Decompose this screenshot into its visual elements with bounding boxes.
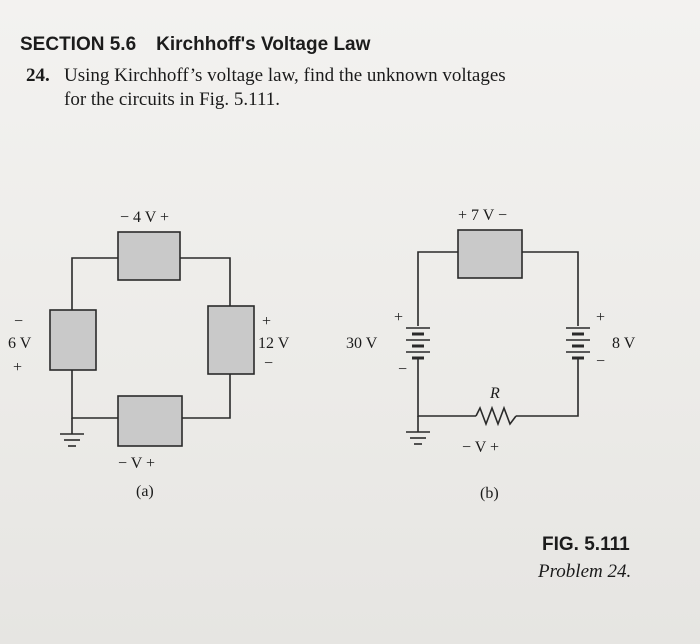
wire-a-top-left — [72, 258, 118, 310]
label-b-left-minus: − — [398, 361, 408, 378]
label-b-right-plus: + — [596, 309, 606, 326]
label-a-left-plus: + — [13, 359, 23, 376]
label-a-right-plus: + — [262, 313, 272, 330]
problem-line-2: for the circuits in Fig. 5.111. — [64, 89, 281, 110]
label-b-left-value: 30 V — [346, 335, 378, 352]
element-b-top — [458, 230, 522, 278]
caption-b: (b) — [480, 485, 499, 502]
section-label: SECTION 5.6 — [20, 34, 137, 55]
wire-a-bottom-left — [72, 370, 118, 418]
label-b-resistor: R — [490, 385, 500, 402]
wire-a-bottom-right — [182, 374, 230, 418]
label-a-right-minus: − — [264, 355, 274, 372]
label-a-bottom: − V + — [118, 455, 156, 472]
wire-b-bottom-left — [418, 358, 476, 416]
element-a-left — [50, 310, 96, 370]
label-a-left-value: 6 V — [8, 335, 32, 352]
label-b-bottom: − V + — [462, 439, 500, 456]
wire-a-top-right — [180, 258, 230, 306]
wire-b-top-right — [522, 252, 578, 326]
element-a-right — [208, 306, 254, 374]
circuit-b — [406, 252, 590, 444]
problem-number: 24. — [26, 65, 50, 86]
label-b-right-value: 8 V — [612, 335, 636, 352]
label-a-right-value: 12 V — [258, 335, 290, 352]
problem-line-1: Using Kirchhoff’s voltage law, find the unknown voltages — [64, 65, 506, 86]
label-a-top: − 4 V + — [120, 209, 170, 226]
wire-b-top-left — [418, 252, 458, 326]
label-b-top: + 7 V − — [458, 207, 508, 224]
section-title: Kirchhoff's Voltage Law — [156, 34, 371, 55]
element-a-bottom — [118, 396, 182, 446]
ground-icon — [60, 434, 84, 446]
ground-icon — [406, 432, 430, 444]
battery-icon — [406, 328, 430, 358]
resistor-icon — [476, 408, 516, 424]
label-b-right-minus: − — [596, 353, 606, 370]
label-b-left-plus: + — [394, 309, 404, 326]
label-a-left-minus: − — [14, 313, 24, 330]
figure-label: FIG. 5.111 — [542, 534, 630, 555]
battery-icon — [566, 328, 590, 358]
caption-a: (a) — [136, 483, 154, 500]
wire-b-bottom-right — [516, 358, 578, 416]
element-a-top — [118, 232, 180, 280]
figure-caption: Problem 24. — [538, 561, 632, 582]
